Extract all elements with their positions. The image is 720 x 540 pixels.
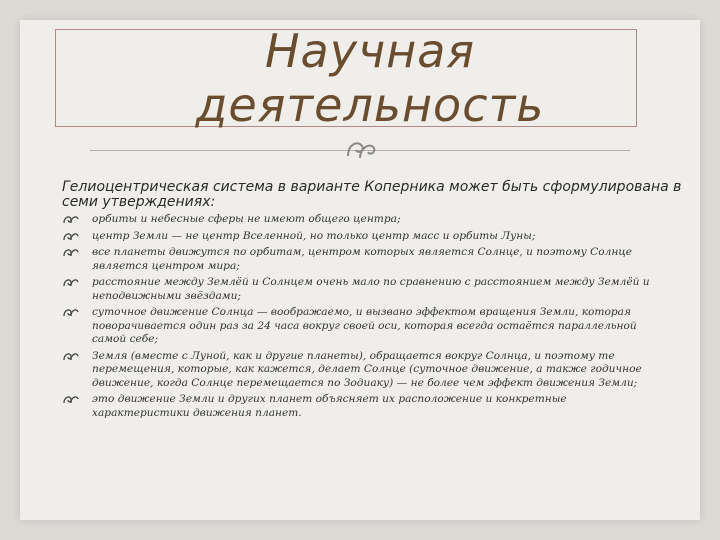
swirl-bullet-icon bbox=[62, 307, 80, 318]
list-item bbox=[62, 246, 662, 273]
list-item bbox=[62, 306, 662, 347]
swirl-bullet-icon bbox=[62, 247, 80, 258]
list-item bbox=[62, 230, 662, 244]
swirl-bullet-icon bbox=[62, 214, 80, 225]
list-item-text: расстояние между Землёй и Солнцем очень мало по сравнению с расстоянием между Землёй и неподвижными звёздами; bbox=[92, 276, 650, 302]
list-item-text: Земля (вместе с Луной, как и другие планеты), обращается вокруг Солнца, и поэтому те перемещения, которые, как кажется, делает Солнце (суточное движение, а также годичное движение, когда Солнце перемещается по Зодиаку) — не более чем эффект движения Земли; bbox=[92, 349, 642, 389]
list-item bbox=[62, 393, 662, 420]
title-line-1: Научная bbox=[264, 24, 476, 78]
slide-title bbox=[90, 24, 650, 132]
statements-list bbox=[62, 213, 662, 423]
swirl-bullet-icon bbox=[62, 277, 80, 288]
list-item bbox=[62, 213, 662, 227]
swirl-ornament-icon bbox=[344, 134, 378, 164]
list-item-text: это движение Земли и других планет объясняет их расположение и конкретные характеристики движения планет. bbox=[92, 393, 567, 419]
list-item-text: орбиты и небесные сферы не имеют общего центра; bbox=[92, 213, 401, 225]
swirl-bullet-icon bbox=[62, 394, 80, 405]
swirl-bullet-icon bbox=[62, 351, 80, 362]
list-item bbox=[62, 350, 662, 391]
list-item-text: все планеты движутся по орбитам, центром которых является Солнце, и поэтому Солнце является центром мира; bbox=[92, 246, 633, 272]
list-item bbox=[62, 276, 662, 303]
title-line-2: деятельность bbox=[195, 78, 545, 132]
swirl-bullet-icon bbox=[62, 231, 80, 242]
list-item-text: суточное движение Солнца — воображаемо, и вызвано эффектом вращения Земли, которая поворачивается один раз за 24 часа вокруг своей оси, которая всегда остаётся параллельной самой себе; bbox=[92, 306, 637, 345]
list-item-text: центр Земли — не центр Вселенной, но только центр масс и орбиты Луны; bbox=[92, 229, 536, 242]
intro-text: Гелиоцентрическая система в варианте Коперника может быть сформулирована в семи утверждениях: bbox=[62, 179, 682, 210]
